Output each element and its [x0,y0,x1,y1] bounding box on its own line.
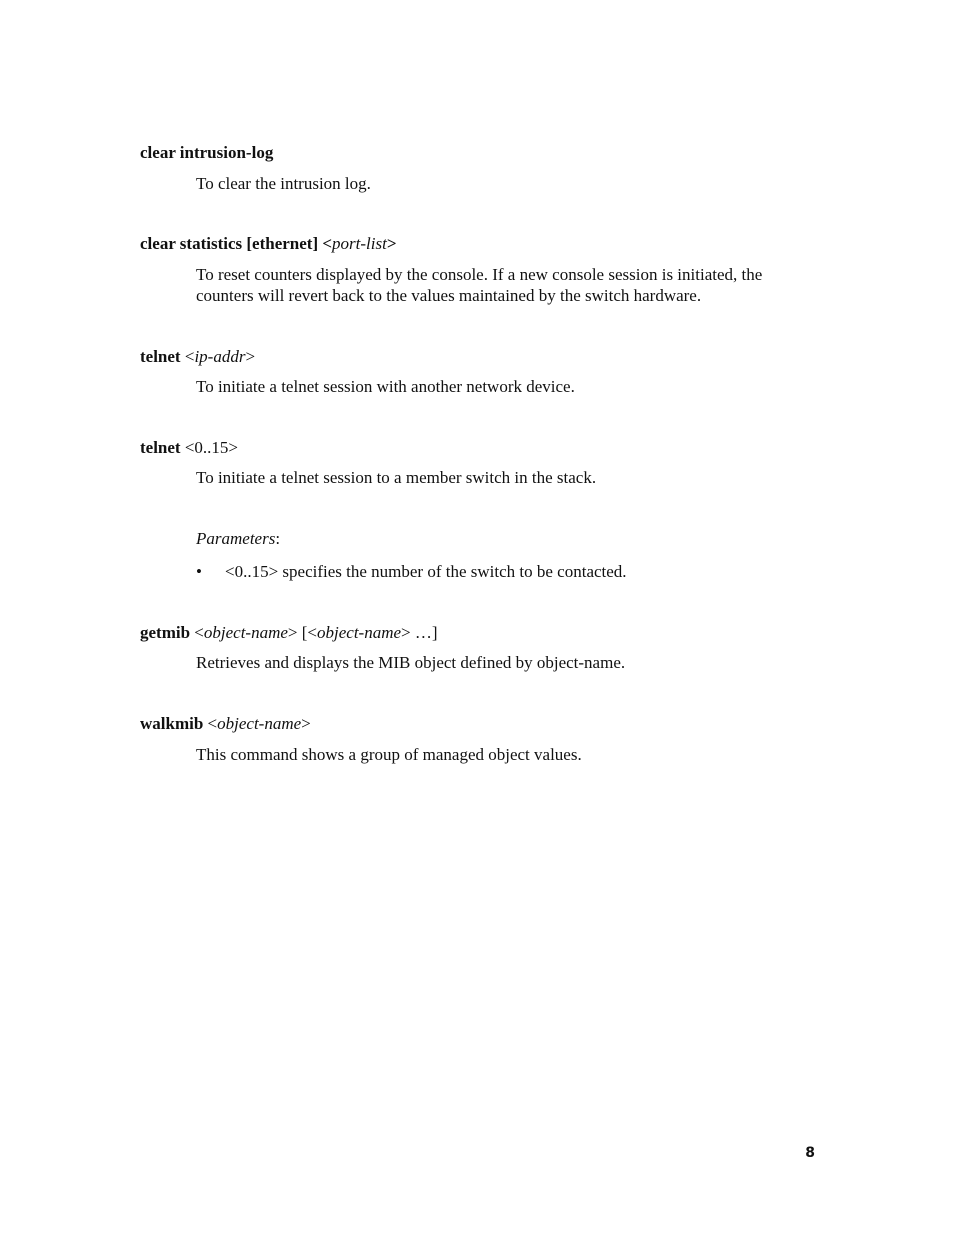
command-syntax: > [< [287,623,318,642]
page-number: 8 [805,1145,815,1161]
command-argument: port-list [332,234,387,253]
command-description: This command shows a group of managed object values. [196,745,582,764]
command-description: Retrieves and displays the MIB object defined by object-name. [196,653,626,672]
command-argument: object-name [217,714,302,733]
command-syntax: > [301,714,311,733]
parameters-label [196,529,280,549]
command-heading-telnet-member [140,438,238,458]
parameter-text: <0..15> specifies the number of the switch to be contacted. [225,562,627,581]
command-heading-walkmib [140,714,311,734]
command-argument: object-name [203,623,288,642]
command-keyword: telnet [140,438,181,457]
command-syntax: < [190,623,204,642]
parameters-label-text: Parameters [196,529,276,548]
command-syntax: < [180,347,195,366]
command-heading-clear-intrusion-log [140,143,273,163]
command-argument: ip-addr [194,347,246,366]
command-description: To initiate a telnet session to a member switch in the stack. [196,468,597,487]
command-syntax: > …] [401,623,438,642]
command-description: To clear the intrusion log. [196,174,371,193]
command-heading-telnet-ip [140,347,255,367]
command-keyword: walkmib [140,714,204,733]
command-keyword: clear intrusion-log [140,143,274,162]
command-keyword: getmib [140,623,191,642]
command-keyword: telnet [140,347,181,366]
command-keyword-end: > [386,234,397,253]
command-heading-clear-statistics [140,234,397,254]
parameters-colon: : [275,529,281,548]
command-syntax: < [203,714,218,733]
bullet-icon: • [196,562,202,581]
command-argument-optional: object-name [317,623,402,642]
command-syntax: <0..15> [180,438,239,457]
command-description: To reset counters displayed by the console. If a new console session is initiated, the counters will revert back to the values maintained by the switch hardware. [196,265,763,305]
command-keyword: clear statistics [ethernet] < [140,234,333,253]
command-description: To initiate a telnet session with another network device. [196,377,575,396]
command-heading-getmib [140,623,438,643]
command-syntax: > [245,347,256,366]
